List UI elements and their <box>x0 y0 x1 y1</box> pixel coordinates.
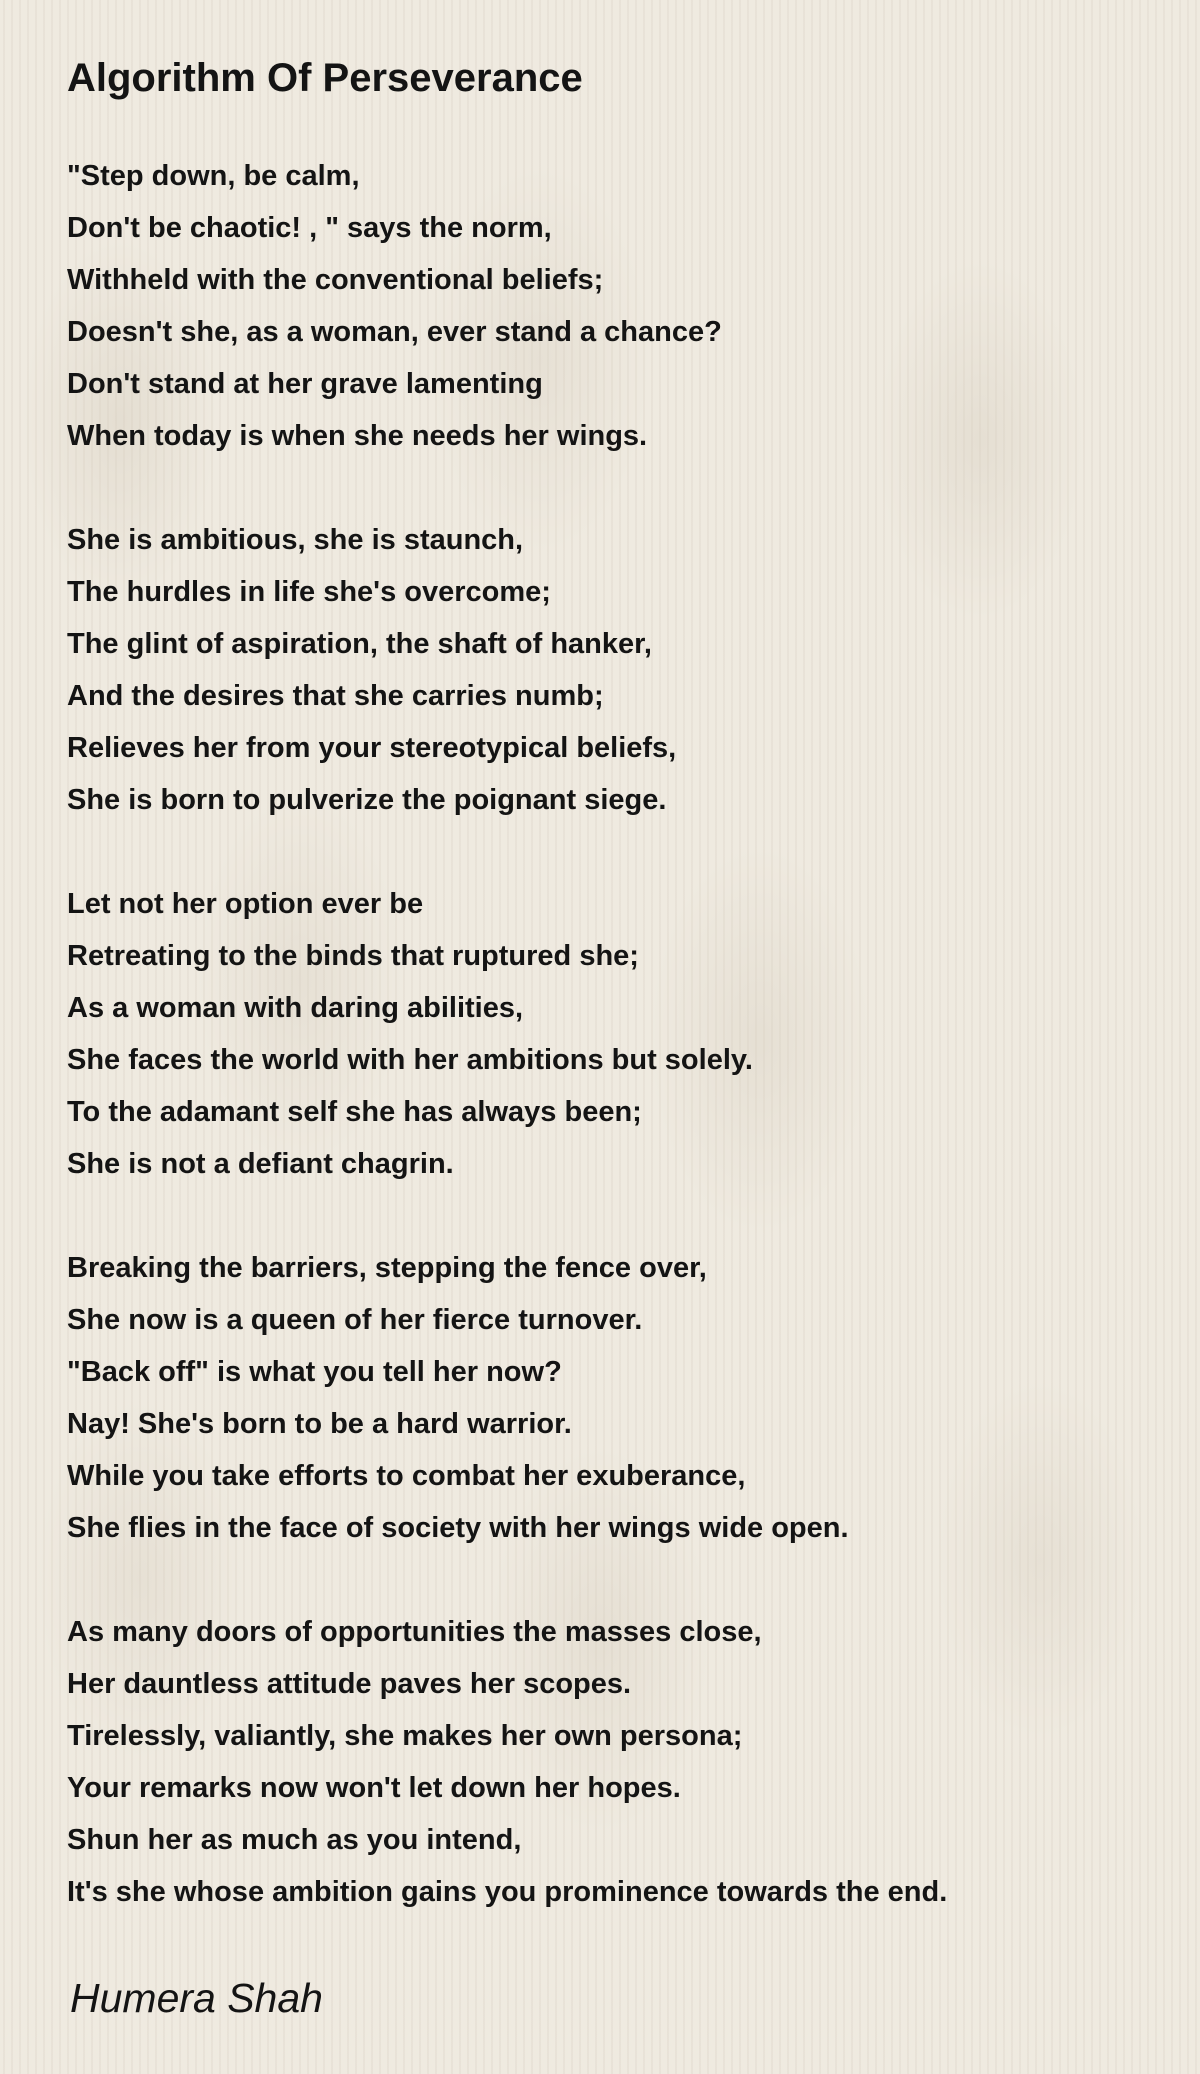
poem-line: As many doors of opportunities the masses close, <box>67 1616 762 1648</box>
poem-line: While you take efforts to combat her exuberance, <box>67 1460 746 1492</box>
poem-line: Don't stand at her grave lamenting <box>67 368 543 400</box>
poem-line: She flies in the face of society with her wings wide open. <box>67 1512 849 1544</box>
poem-line: Let not her option ever be <box>67 888 424 920</box>
stanza-1 <box>67 150 1167 462</box>
poem-line: As a woman with daring abilities, <box>67 992 524 1024</box>
poem-line: When today is when she needs her wings. <box>67 420 648 452</box>
poem-line: It's she whose ambition gains you prominence towards the end. <box>67 1876 948 1908</box>
poem-line: Withheld with the conventional beliefs; <box>67 264 604 296</box>
poem-line: She is ambitious, she is staunch, <box>67 524 524 556</box>
poem-line: To the adamant self she has always been; <box>67 1096 642 1128</box>
poem-line: Breaking the barriers, stepping the fence over, <box>67 1252 707 1284</box>
poem-line: Shun her as much as you intend, <box>67 1824 522 1856</box>
stanza-2 <box>67 514 1167 826</box>
stanza-4 <box>67 1242 1167 1554</box>
poem-line: The glint of aspiration, the shaft of hanker, <box>67 628 652 660</box>
poem-line: Tirelessly, valiantly, she makes her own persona; <box>67 1720 743 1752</box>
poem-line: Her dauntless attitude paves her scopes. <box>67 1668 632 1700</box>
poem-line: Doesn't she, as a woman, ever stand a chance? <box>67 316 722 348</box>
poem-line: The hurdles in life she's overcome; <box>67 576 551 608</box>
poem-line: She is born to pulverize the poignant siege. <box>67 784 667 816</box>
poem-line: Relieves her from your stereotypical beliefs, <box>67 732 677 764</box>
poem-line: Nay! She's born to be a hard warrior. <box>67 1408 572 1440</box>
author-name: Humera Shah <box>70 1975 323 2021</box>
stanza-5 <box>67 1606 1167 1918</box>
poem-line: Don't be chaotic! , " says the norm, <box>67 212 552 244</box>
poem-line: She now is a queen of her fierce turnover. <box>67 1304 643 1336</box>
poem-line: "Back off" is what you tell her now? <box>67 1356 562 1388</box>
poem-line: "Step down, be calm, <box>67 160 360 192</box>
poem-line: And the desires that she carries numb; <box>67 680 604 712</box>
poem-line: She faces the world with her ambitions but solely. <box>67 1044 753 1076</box>
poem-line: Retreating to the binds that ruptured she; <box>67 940 639 972</box>
poem-title: Algorithm Of Perseverance <box>67 56 583 100</box>
stanza-3 <box>67 878 1167 1190</box>
poem-line: She is not a defiant chagrin. <box>67 1148 454 1180</box>
poem-line: Your remarks now won't let down her hopes. <box>67 1772 681 1804</box>
poem-body <box>67 150 1167 1970</box>
